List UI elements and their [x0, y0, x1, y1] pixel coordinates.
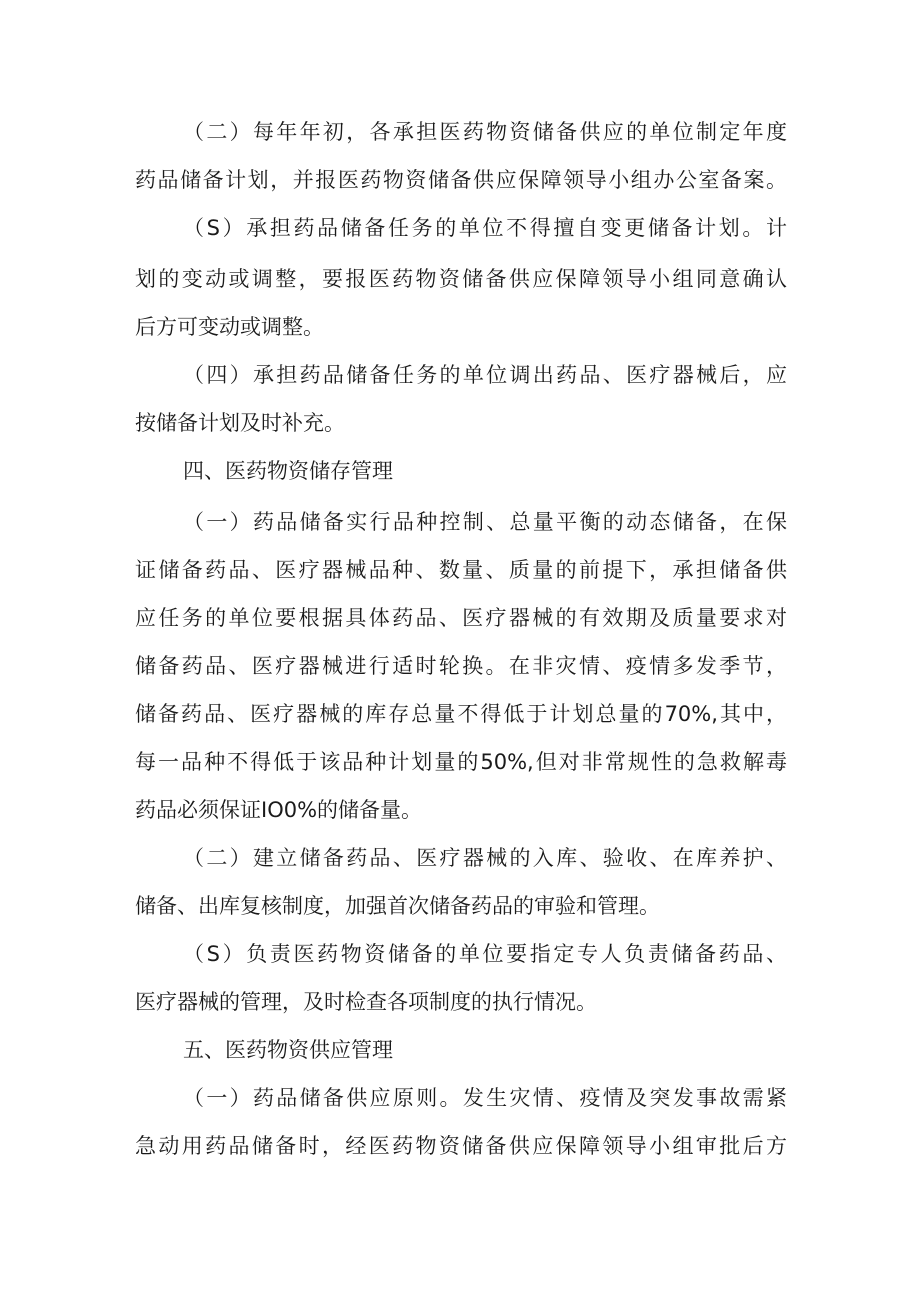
text-line: （二）建立储备药品、医疗器械的入库、验收、在库养护、	[183, 846, 787, 870]
text-line: （一）药品储备供应原则。发生灾情、疫情及突发事故需紧	[183, 1086, 787, 1110]
text-line: 每一品种不得低于该品种计划量的50%,但对非常规性的急救解毒	[135, 750, 787, 774]
text-line: 后方可变动或调整。	[135, 315, 324, 339]
text-line: 按储备计划及时补充。	[135, 411, 345, 435]
text-line: 急动用药品储备时，经医药物资储备供应保障领导小组审批后方	[135, 1134, 787, 1158]
text-line: （S）负责医药物资储备的单位要指定专人负责储备药品、	[183, 942, 787, 966]
text-line: 药品储备计划，并报医药物资储备供应保障领导小组办公室备案。	[135, 168, 787, 192]
text-line: 证储备药品、医疗器械品种、数量、质量的前提下，承担储备供	[135, 558, 787, 582]
text-line: （四）承担药品储备任务的单位调出药品、医疗器械后，应	[183, 363, 787, 387]
text-line: 储备、出库复核制度，加强首次储备药品的审验和管理。	[135, 894, 660, 918]
text-line: （一）药品储备实行品种控制、总量平衡的动态储备，在保	[183, 510, 787, 534]
text-line: 应任务的单位要根据具体药品、医疗器械的有效期及质量要求对	[135, 606, 787, 630]
text-line: （S）承担药品储备任务的单位不得擅自变更储备计划。计	[183, 216, 787, 240]
text-line: （二）每年年初，各承担医药物资储备供应的单位制定年度	[183, 120, 787, 144]
text-line: 医疗器械的管理，及时检查各项制度的执行情况。	[135, 990, 597, 1014]
section-heading: 五、医药物资供应管理	[183, 1038, 393, 1062]
text-line: 划的变动或调整，要报医药物资储备供应保障领导小组同意确认	[135, 267, 787, 291]
section-heading: 四、医药物资储存管理	[183, 459, 393, 483]
text-line: 药品必须保证IO0%的储备量。	[135, 798, 423, 822]
text-line: 储备药品、医疗器械的库存总量不得低于计划总量的70%,其中，	[135, 702, 787, 726]
text-line: 储备药品、医疗器械进行适时轮换。在非灾情、疫情多发季节，	[135, 654, 787, 678]
